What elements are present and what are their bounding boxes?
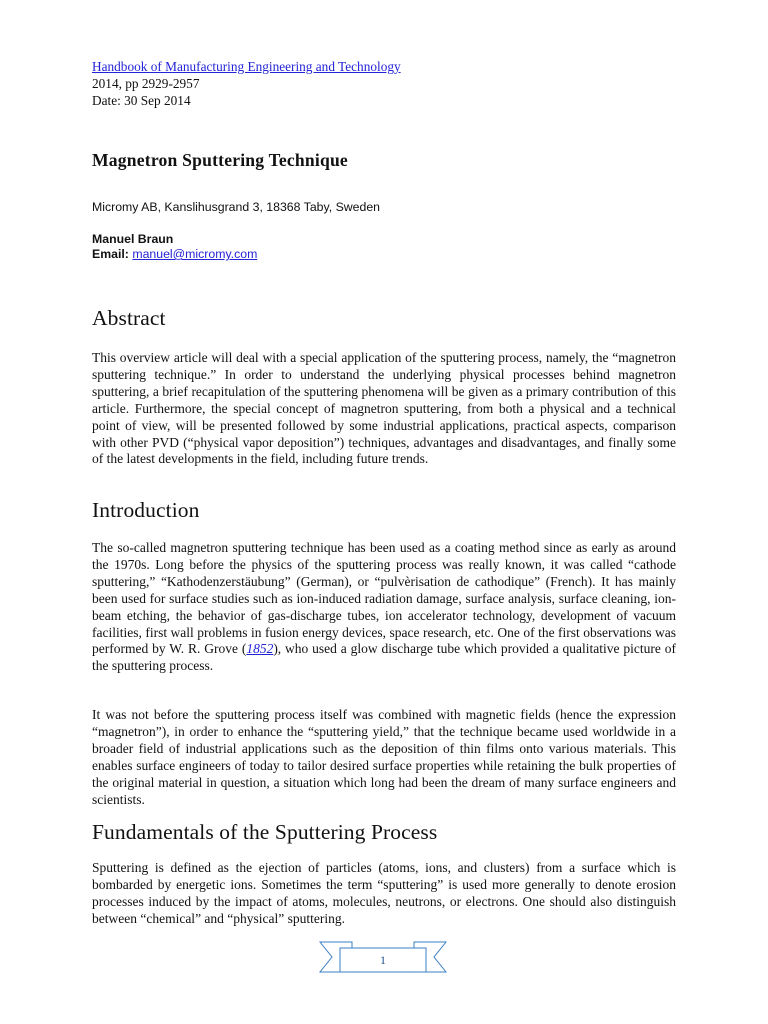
- affiliation: Micromy AB, Kanslihusgrand 3, 18368 Taby, Sweden: [92, 200, 381, 214]
- page-number: 1: [380, 953, 386, 967]
- page-number-footer: [318, 936, 448, 996]
- author-block: [92, 232, 257, 262]
- abstract-heading: Abstract: [92, 306, 166, 330]
- document-page: [92, 58, 676, 926]
- email-row: [92, 247, 257, 262]
- fundamentals-heading: Fundamentals of the Sputtering Process: [92, 820, 438, 844]
- author-name: Manuel Braun: [92, 232, 174, 246]
- chapter-title: Magnetron Sputtering Technique: [92, 150, 348, 170]
- book-pages: 2014, pp 2929-2957: [92, 76, 200, 91]
- introduction-heading: Introduction: [92, 498, 200, 522]
- introduction-p1-text-end: ), who used a glow discharge tube which provided a qualitative picture of the sputtering process.: [92, 641, 676, 674]
- publication-date: Date: 30 Sep 2014: [92, 93, 191, 108]
- email-link[interactable]: manuel@micromy.com: [132, 247, 258, 261]
- fundamentals-text: Sputtering is defined as the ejection of particles (atoms, ions, and clusters) from a surface which is bombarded by energetic ions. Sometimes the term “sputtering” is used more generally to denote erosion processes induced by the impact of atoms, molecules, neutrons, or electrons. One should also distinguish between “chemical” and “physical” sputtering.: [92, 860, 676, 926]
- introduction-p1-text: The so-called magnetron sputtering technique has been used as a coating method since as early as around the 1970s. Long before the physics of the sputtering process was really known, it was called “cathode sputtering,” “Kathodenzerstäubung” (German), or “pulvèrisation de cathodique” (French). It has mainly been used for surface studies such as ion-induced radiation damage, surface analysis, surface cleaning, ion-beam etching, the behavior of gas-discharge tubes, ion accelerator technology, development of vacuum facilities, first wall problems in fusion energy devices, space research, etc. One of the first observations was performed by W. R. Grove (: [92, 540, 676, 657]
- introduction-paragraph-2: It was not before the sputtering process itself was combined with magnetic fields (hence the expression “magnetron”), in order to enhance the “sputtering yield,” that the technique became used worldwide in a broader field of industrial applications such as the deposition of thin films onto various materials. This enables surface engineers of today to tailor desired surface properties while retaining the bulk properties of the original material in question, a situation which long had been the dream of many surface engineers and scientists.: [92, 707, 676, 807]
- citation-link-1852[interactable]: 1852: [246, 641, 274, 657]
- book-title-text[interactable]: Handbook of Manufacturing Engineering and Technology: [92, 59, 401, 74]
- book-title-link[interactable]: [92, 58, 676, 75]
- introduction-paragraph-1: [92, 540, 676, 675]
- email-label: Email:: [92, 247, 129, 261]
- abstract-text: This overview article will deal with a special application of the sputtering process, namely, the “magnetron sputtering technique.” In order to understand the underlying physical processes behind magnetron sputtering, a brief recapitulation of the sputtering phenomena will be given as a primary contribution of this article. Furthermore, the special concept of magnetron sputtering, from both a physical and a technical point of view, will be presented followed by some industrial applications, practical aspects, comparison with other PVD (“physical vapor deposition”) techniques, advantages and disadvantages, and finally some of the latest developments in the field, including future trends.: [92, 350, 676, 467]
